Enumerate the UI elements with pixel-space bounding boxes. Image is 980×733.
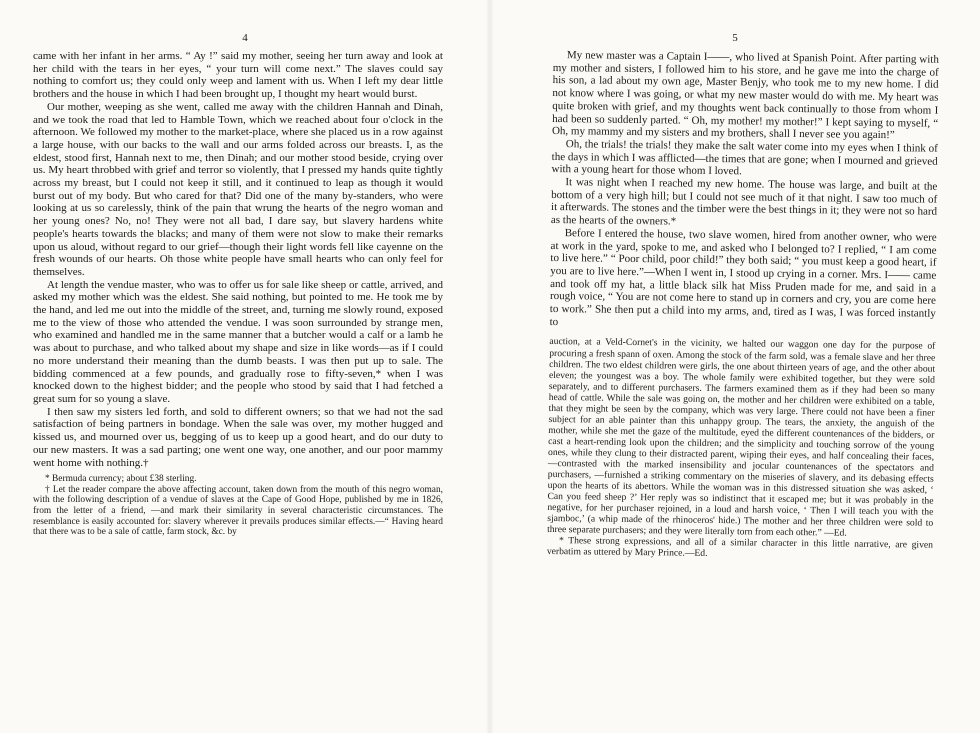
left-paragraph-1: came with her infant in her arms. “ Ay !” said my mother, seeing her turn away and look at her child with the tears in her eyes, “ your turn will come next.” The slaves could say nothing to comfort us; they could only weep and lament with us. When I left my dear little brothers and the house in which I had been brought up, I thought my heart would burst. [33,50,443,101]
left-page-body [33,50,443,538]
right-paragraph-3: It was night when I reached my new home. The house was large, and built at the bottom of a very high hill; but I could not see much of it that night. I saw too much of it afterwards. The stones and the timber were the best things in it; they were not so hard as the hearts of the owners.* [550,176,938,228]
left-footnotes [33,474,443,538]
footnote-vendue-comparison: † Let the reader compare the above affecting account, taken down from the mouth of this negro woman, with the following description of a vendue of slaves at the Cape of Good Hope, published by me in 1826, from the letter of a friend, —and mark their similarity in several characteristic circumstances. The resemblance is easily accounted for: slavery wherever it prevails produces similar effects.—“ Having heard that there was to be a sale of cattle, farm stock, &c. by [33,484,443,538]
cape-auction-quote: auction, at a Veld-Cornet's in the vicinity, we halted our waggon one day for the purpose of procuring a fresh spann of oxen. Among the stock of the farm sold, was a female slave and her three children. The two eldest children were girls, the one about thirteen years of age, and the other about eleven; the youngest was a boy. The whole family were exhibited together, but they were sold separately, and to different purchasers. The farmers examined them as if they had been so many head of cattle. While the sale was going on, the mother and her children were exhibited on a table, that they might be seen by the company, which was very large. There could not have been a finer subject for an able painter than this unhappy group. The tears, the anxiety, the anguish of the mother, while she met the gaze of the multitude, eyed the different countenances of the bidders, or cast a heart-rending look upon the children; and the simplicity and touching sorrow of the young ones, while they clung to their distracted parent, wiping their eyes, and half concealing their faces,—contrasted with the marked insensibility and jocular countenances of the spectators and purchasers, —furnished a striking commentary on the miseries of slavery, and its debasing effects upon the hearts of its abettors. While the woman was in this distressed situation she was asked, ‘ Can you feed sheep ?’ Her reply was so indistinct that it escaped me; but it was probably in the negative, for her purchaser rejoined, in a loud and harsh voice, ‘ Then I will teach you with the sjamboc,’ (a whip made of the rhinoceros' hide.) The mother and her three children were sold to three separate purchasers; and they were literally torn from each other.” —Ed. [547,336,936,539]
page-number-left: 4 [242,32,248,44]
footnote-bermuda-currency: * Bermuda currency; about £38 sterling. [45,474,197,485]
page-number-right: 5 [732,32,738,44]
right-paragraph-2: Oh, the trials! the trials! they make the salt water come into my eyes when I think of the days in which I was afflicted—the times that are gone; when I mourned and grieved with a young heart for those whom I loved. [551,138,938,178]
right-paragraph-1: My new master was a Captain I——, who lived at Spanish Point. After parting with my mother and sisters, I followed him to his store, and he gave me into the charge of his son, a lad about my own age, Master Benjy, who took me to my new home. I did not know where I was going, or what my new master would do with me. My heart was quite broken with grief, and my thoughts went back continually to those from whom I had been so suddenly parted. “ Oh, my mother! my mother!” I kept saying to myself, “ Oh, my mammy and my sisters and my brothers, shall I never see you again!” [551,49,939,142]
left-paragraph-2: Our mother, weeping as she went, called me away with the children Hannah and Dinah, and we took the road that led to Hamble Town, which we reached about four o'clock in the afternoon. We followed my mother to the market-place, where she placed us in a row against a large house, with our backs to the wall and our arms folded across our breasts. I, as the eldest, stood first, Hannah next to me, then Dinah; and our mother stood beside, crying over us. My heart throbbed with grief and terror so violently, that I pressed my hands quite tightly across my breast, but I could not keep it still, and it continued to leap as though it would burst out of my body. But who cared for that? Did one of the many by-standers, who were looking at us so carelessly, think of the pain that wrung the hearts of the negro woman and her young ones? No, no! They were not all bad, I dare say, but slavery hardens white people's hearts towards the blacks; and many of them were not slow to make their remarks upon us aloud, without regard to our grief—though their light words fell like cayenne on the fresh wounds of our hearts. Oh those white people have small hearts who can only feel for themselves. [33,100,443,278]
right-page [490,0,980,733]
footnote-verbatim: * These strong expressions, and all of a similar character in this little narrative, are given verbatim as uttered by Mary Prince.—Ed. [546,535,934,560]
right-page-body [547,49,939,562]
left-paragraph-4: I then saw my sisters led forth, and sold to different owners; so that we had not the sad satisfaction of being partners in bondage. When the sale was over, my mother hugged and kissed us, and mourned over us, begging of us to keep up a good heart, and do our duty to our new masters. It was a sad parting; one went one way, one another, and our poor mammy went home with nothing.† [33,405,443,469]
right-footnote-continuation [547,336,936,562]
right-paragraph-4: Before I entered the house, two slave women, hired from another owner, who were at work in the yard, spoke to me, and asked who I belonged to? I replied, “ I am come to live here.” “ Poor child, poor child!” they both said; “ you must keep a good heart, if you are to live here.”—When I went in, I stood up crying in a corner. Mrs. I—— came and took off my hat, a little black silk hat Miss Pruden made for me, and said in a rough voice, “ You are not come here to stand up in corners and cry, you are come here to work.” She then put a child into my arms, and, tired as I was, I was forced instantly to [549,227,937,328]
left-paragraph-3: At length the vendue master, who was to offer us for sale like sheep or cattle, arrived, and asked my mother which was the eldest. She said nothing, but pointed to me. He took me by the hand, and led me out into the middle of the street, and, turning me slowly round, exposed me to the view of those who attended the vendue. I was soon surrounded by strange men, who examined and handled me in the same manner that a butcher would a calf or a lamb he was about to purchase, and who talked about my shape and size in like words—as if I could no more understand their meaning than the dumb beasts. I was then put up to sale. The bidding commenced at a few pounds, and gradually rose to fifty-seven,* when I was knocked down to the highest bidder; and the people who stood by said that I had fetched a great sum for so young a slave. [33,278,443,405]
